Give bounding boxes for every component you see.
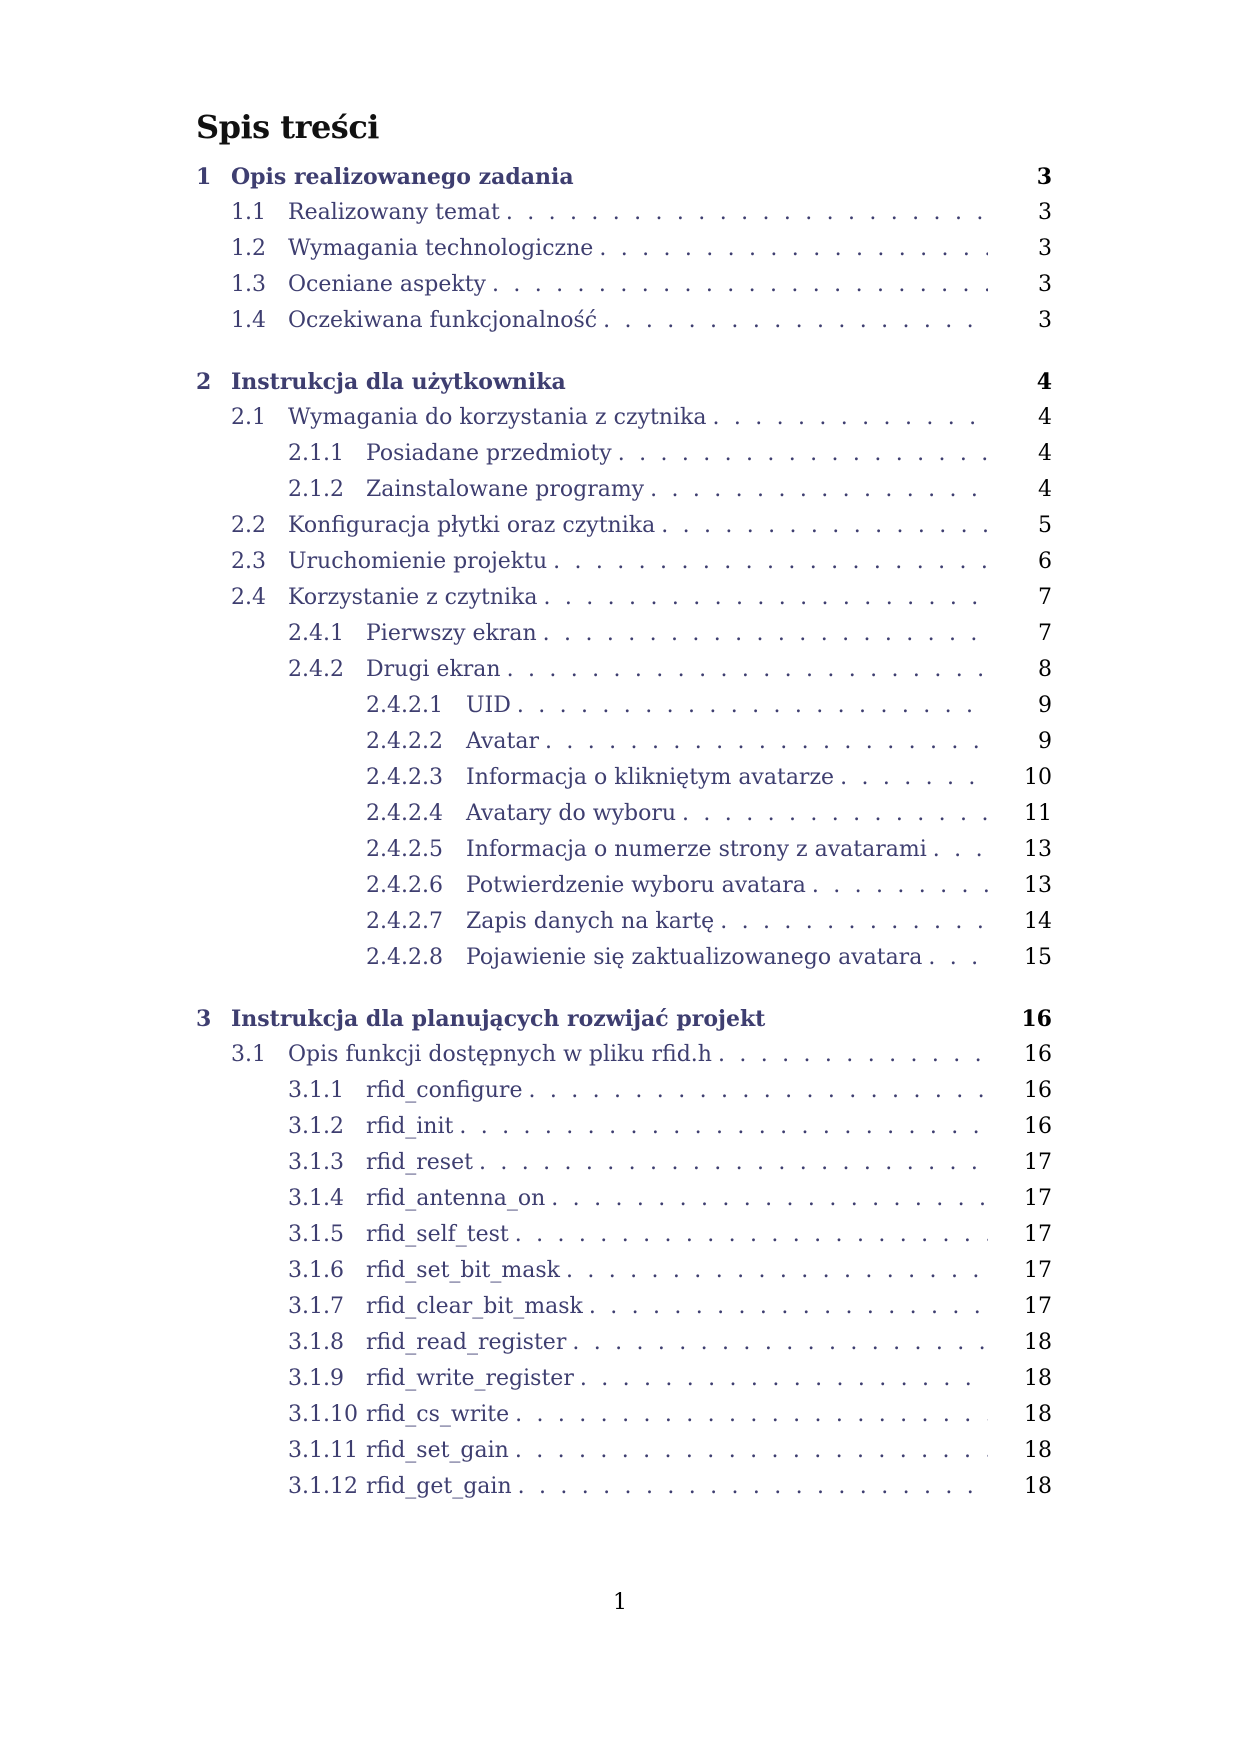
toc-entry-number: 1.2 [231,236,266,261]
toc-entry-title: rfid_clear_bit_mask [366,1290,589,1324]
toc-entry[interactable] [288,473,1052,507]
dot-leader [515,1218,988,1252]
toc-entry-title: rfid_configure [366,1074,528,1108]
dot-leader [840,761,988,795]
dot-leader [682,797,988,831]
toc-entry-title: Wymagania do korzystania z czytnika [288,401,712,435]
toc-entry-number: 3.1.11 [288,1438,358,1463]
toc-chapter[interactable] [196,160,1052,194]
dot-leader [572,1326,988,1360]
toc-entry-title: rfid_init [366,1110,459,1144]
toc-entry-title: Oceniane aspekty [288,268,492,302]
toc-entry-number: 2.4.1 [288,621,344,646]
toc-entry-number: 1.4 [231,308,266,333]
dot-leader [551,1182,988,1216]
toc-entry[interactable] [231,196,1052,230]
toc-entry-page: 13 [1024,837,1052,862]
dot-leader [492,268,988,302]
dot-leader [544,581,988,615]
toc-entry-number: 1.3 [231,272,266,297]
dot-leader [661,509,988,543]
toc-entry-page: 5 [1038,513,1052,538]
dot-leader [589,1290,988,1324]
toc-entry-number: 3.1.8 [288,1330,344,1355]
toc-entry[interactable] [288,1434,1052,1468]
toc-entry-number: 3.1.1 [288,1078,344,1103]
toc-entry[interactable] [288,653,1052,687]
toc-entry-number: 3.1.6 [288,1258,344,1283]
dot-leader [933,833,988,867]
toc-entry[interactable] [231,581,1052,615]
toc-entry-page: 4 [1036,369,1052,395]
toc-entry-number: 2.4.2.5 [366,837,443,862]
toc-entry-number: 2 [196,369,212,395]
toc-entry-page: 17 [1024,1150,1052,1175]
dot-leader [720,905,988,939]
toc-entry-page: 18 [1024,1402,1052,1427]
dot-leader [517,689,988,723]
toc-entry-title: rfid_read_register [366,1326,572,1360]
page-title: Spis treści [196,108,379,146]
dot-leader [618,437,988,471]
toc-entry-number: 3.1.2 [288,1114,344,1139]
toc-entry-page: 3 [1038,308,1052,333]
toc-entry-title: Potwierdzenie wyboru avatara [466,869,812,903]
toc-entry-number: 2.4.2 [288,657,344,682]
toc-entry[interactable] [366,833,1052,867]
toc-entry[interactable] [366,797,1052,831]
toc-entry-title: Instrukcja dla planujących rozwijać projekt [231,1002,771,1036]
dot-leader [712,401,988,435]
toc-entry[interactable] [231,509,1052,543]
toc-entry-number: 3.1.9 [288,1366,344,1391]
toc-entry-page: 4 [1038,477,1052,502]
toc-entry-title: Korzystanie z czytnika [288,581,544,615]
dot-leader [479,1146,988,1180]
toc-entry-number: 2.4.2.1 [366,693,443,718]
toc-entry-page: 3 [1036,164,1052,190]
toc-entry[interactable] [231,232,1052,266]
toc-entry-title: Pojawienie się zaktualizowanego avatara [466,941,928,975]
toc-chapter[interactable] [196,1002,1052,1036]
toc-entry-number: 2.4.2.3 [366,765,443,790]
toc-entry-number: 3.1 [231,1042,266,1067]
toc-entry[interactable] [366,941,1052,975]
toc-entry[interactable] [288,1110,1052,1144]
toc-entry[interactable] [366,689,1052,723]
toc-entry-page: 4 [1038,405,1052,430]
toc-entry[interactable] [288,1398,1052,1432]
page-number: 1 [613,1590,627,1615]
toc-entry-title: Zainstalowane programy [366,473,650,507]
toc-entry-page: 17 [1024,1222,1052,1247]
toc-entry-title: Zapis danych na kartę [466,905,720,939]
toc-entry-title: Pierwszy ekran [366,617,543,651]
toc-entry-title: rfid_reset [366,1146,479,1180]
toc-entry[interactable] [366,905,1052,939]
toc-entry-title: Opis realizowanego zadania [231,160,580,194]
toc-entry-page: 17 [1024,1294,1052,1319]
toc-entry-title: Uruchomienie projektu [288,545,553,579]
toc-entry-number: 3.1.7 [288,1294,344,1319]
toc-entry[interactable] [288,1218,1052,1252]
toc-entry[interactable] [231,304,1052,338]
dot-leader [506,196,988,230]
toc-entry[interactable] [366,725,1052,759]
toc-entry[interactable] [288,1074,1052,1108]
dot-leader [515,1398,988,1432]
dot-leader [553,545,988,579]
toc-entry-title: Avatar [466,725,545,759]
toc-entry-number: 2.1.1 [288,441,344,466]
toc-entry-page: 11 [1024,801,1052,826]
toc-entry-page: 9 [1038,693,1052,718]
toc-entry-number: 2.4.2.7 [366,909,443,934]
toc-entry[interactable] [288,1290,1052,1324]
toc-entry-page: 16 [1024,1042,1052,1067]
toc-entry-page: 7 [1038,585,1052,610]
toc-chapter[interactable] [196,365,1052,399]
toc-entry-title: Informacja o klikniętym avatarze [466,761,840,795]
toc-entry-page: 3 [1038,200,1052,225]
toc-entry-number: 2.4 [231,585,266,610]
toc-entry-page: 14 [1024,909,1052,934]
dot-leader [603,304,988,338]
toc-entry-number: 2.1.2 [288,477,344,502]
dot-leader [518,1470,988,1504]
toc-entry[interactable] [231,268,1052,302]
toc-entry[interactable] [231,545,1052,579]
toc-entry[interactable] [288,1254,1052,1288]
toc-entry-title: Oczekiwana funkcjonalność [288,304,603,338]
toc-entry-page: 16 [1024,1078,1052,1103]
toc-entry-number: 3.1.12 [288,1474,358,1499]
toc-entry-page: 16 [1021,1006,1052,1032]
toc-entry-number: 3 [196,1006,212,1032]
toc-entry-title: Wymagania technologiczne [288,232,599,266]
toc-entry-number: 2.4.2.4 [366,801,443,826]
toc-entry[interactable] [366,761,1052,795]
toc-entry-number: 1 [196,164,212,190]
toc-entry-page: 3 [1038,236,1052,261]
toc-entry-title: Opis funkcji dostępnych w pliku rfid.h [288,1038,718,1072]
toc-entry[interactable] [288,1146,1052,1180]
dot-leader [718,1038,988,1072]
dot-leader [545,725,988,759]
toc-entry-page: 3 [1038,272,1052,297]
dot-leader [928,941,988,975]
toc-entry[interactable] [288,1326,1052,1360]
toc-entry-page: 17 [1024,1258,1052,1283]
toc-entry-page: 15 [1024,945,1052,970]
toc-entry-title: rfid_set_gain [366,1434,515,1468]
toc-entry-page: 18 [1024,1474,1052,1499]
toc-entry-number: 2.3 [231,549,266,574]
toc-entry[interactable] [231,1038,1052,1072]
toc-entry-title: Instrukcja dla użytkownika [231,365,572,399]
toc-entry-page: 6 [1038,549,1052,574]
toc-entry-title: rfid_cs_write [366,1398,515,1432]
toc-entry-title: rfid_set_bit_mask [366,1254,566,1288]
toc-entry-title: rfid_self_test [366,1218,515,1252]
toc-entry-title: Drugi ekran [366,653,507,687]
toc-entry[interactable] [288,1182,1052,1216]
toc-entry-title: Konfiguracja płytki oraz czytnika [288,509,661,543]
toc-entry-title: rfid_antenna_on [366,1182,551,1216]
toc-entry-title: UID [466,689,517,723]
toc-entry-number: 3.1.5 [288,1222,344,1247]
toc-entry-number: 2.4.2.6 [366,873,443,898]
toc-entry-number: 2.4.2.8 [366,945,443,970]
toc-entry-page: 17 [1024,1186,1052,1211]
toc-entry-page: 16 [1024,1114,1052,1139]
dot-leader [507,653,988,687]
toc-entry-number: 2.2 [231,513,266,538]
toc-entry-page: 9 [1038,729,1052,754]
toc-entry-number: 2.1 [231,405,266,430]
toc-entry-title: Posiadane przedmioty [366,437,618,471]
toc-entry-title: rfid_get_gain [366,1470,518,1504]
toc-entry-title: Avatary do wyboru [466,797,682,831]
dot-leader [650,473,988,507]
toc-entry-number: 3.1.3 [288,1150,344,1175]
toc-entry-number: 1.1 [231,200,266,225]
toc-entry-page: 18 [1024,1330,1052,1355]
dot-leader [515,1434,988,1468]
dot-leader [528,1074,988,1108]
toc-entry-page: 8 [1038,657,1052,682]
toc-entry[interactable] [288,617,1052,651]
toc-entry-page: 18 [1024,1366,1052,1391]
toc-entry-title: rfid_write_register [366,1362,580,1396]
toc-entry[interactable] [288,437,1052,471]
toc-entry-number: 2.4.2.2 [366,729,443,754]
toc-entry-title: Realizowany temat [288,196,506,230]
toc-entry-page: 18 [1024,1438,1052,1463]
toc-entry-number: 3.1.4 [288,1186,344,1211]
dot-leader [566,1254,988,1288]
toc-entry[interactable] [288,1362,1052,1396]
toc-entry[interactable] [231,401,1052,435]
dot-leader [599,232,988,266]
toc-entry[interactable] [366,869,1052,903]
toc-entry-number: 3.1.10 [288,1402,358,1427]
toc-entry-page: 10 [1024,765,1052,790]
toc-entry-page: 4 [1038,441,1052,466]
dot-leader [580,1362,988,1396]
toc-entry-page: 7 [1038,621,1052,646]
toc-entry-title: Informacja o numerze strony z avatarami [466,833,933,867]
dot-leader [459,1110,988,1144]
toc-entry[interactable] [288,1470,1052,1504]
dot-leader [812,869,988,903]
dot-leader [543,617,988,651]
toc-entry-page: 13 [1024,873,1052,898]
